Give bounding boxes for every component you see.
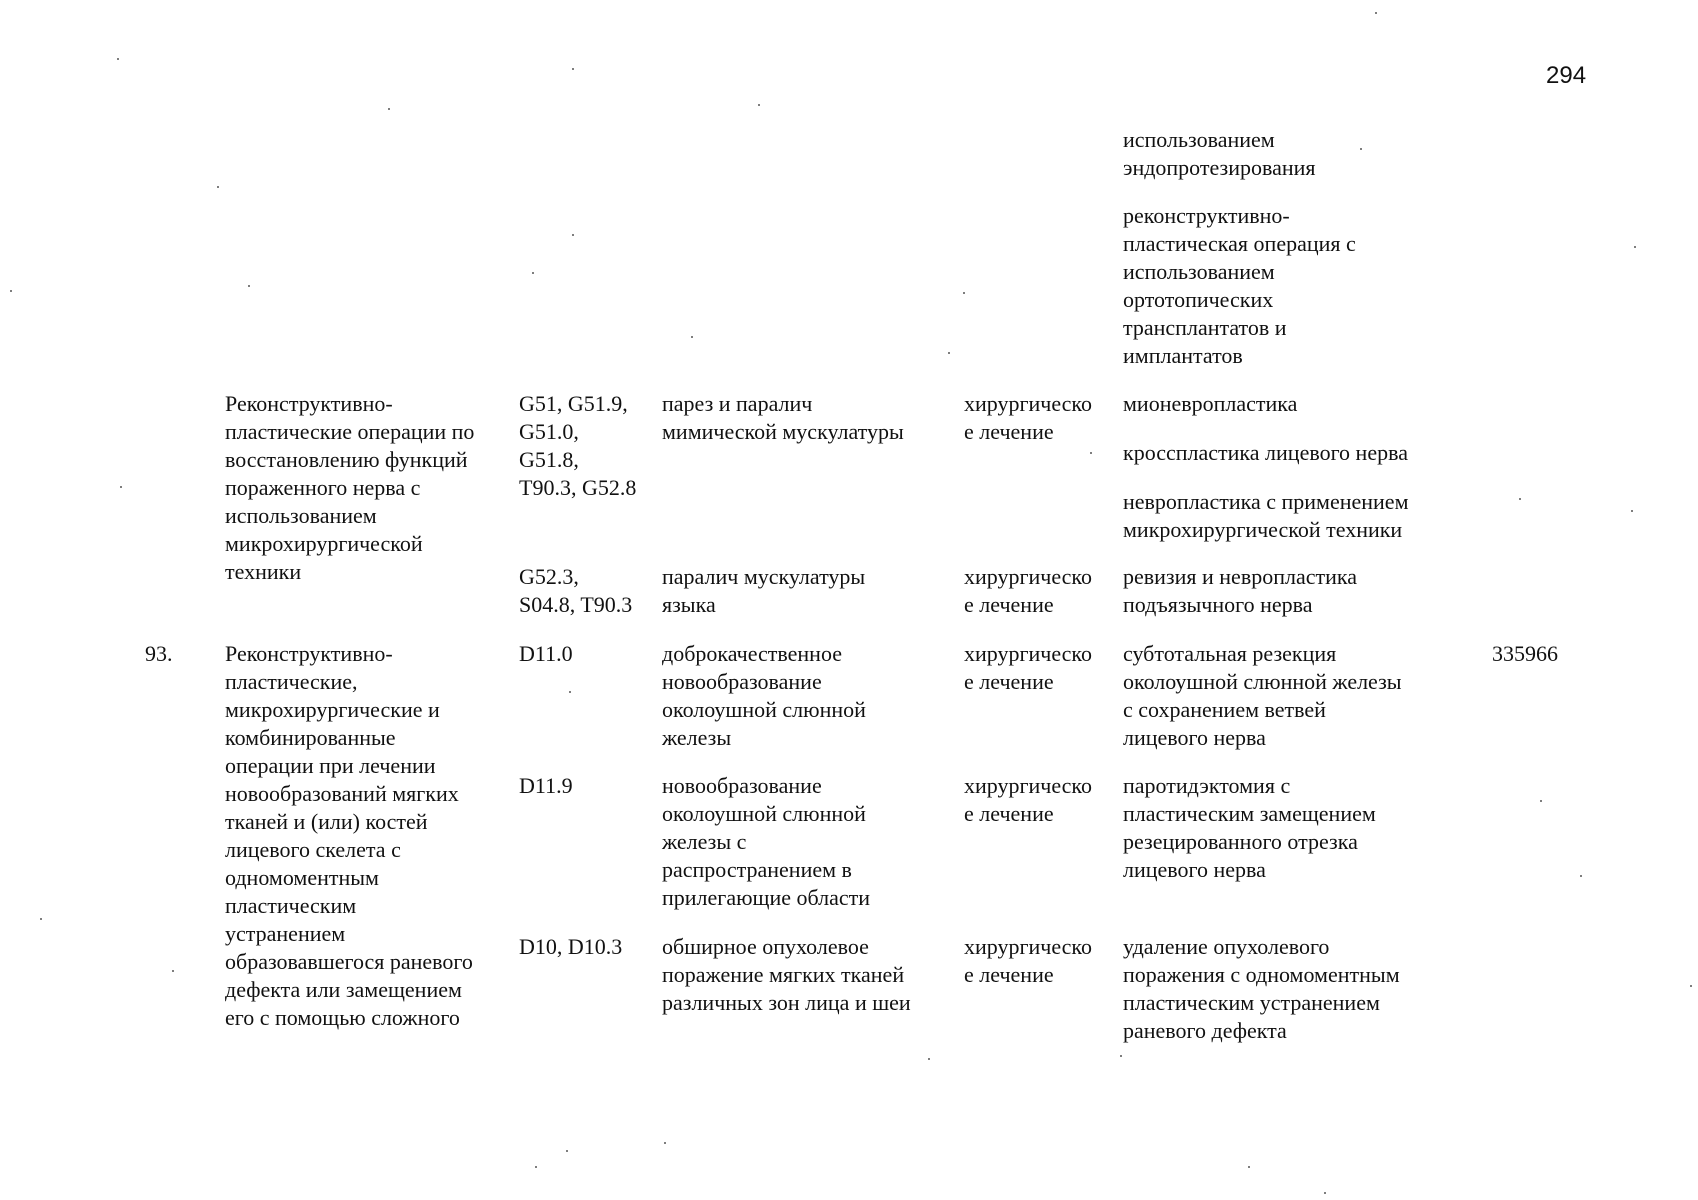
treatment-cell: хирургическо е лечение [964,564,1092,617]
diagnosis-cell: доброкачественное новообразование околоушной слюнной железы [662,641,866,750]
diagnosis-cell: парез и паралич мимической мускулатуры [662,391,904,444]
method-cell: субтотальная резекция околоушной слюнной железы с сохранением ветвей лицевого нерва [1123,641,1402,750]
page-number: 294 [1546,62,1587,89]
icd-codes-cell: D11.9 [519,773,573,798]
icd-codes-cell: D11.0 [519,641,573,666]
method-cell: использованием эндопротезирования [1123,127,1316,180]
method-cell: мионевропластика [1123,391,1298,416]
icd-codes-cell: G51, G51.9, G51.0, G51.8, T90.3, G52.8 [519,391,637,500]
operation-title: Реконструктивно- пластические операции по восстановлению функций пораженного нерва с использованием микрохирургической техники [225,391,475,584]
diagnosis-cell: новообразование околоушной слюнной железы с распространением в прилегающие области [662,773,871,910]
diagnosis-cell: обширное опухолевое поражение мягких тканей различных зон лица и шеи [662,934,911,1015]
operation-title: Реконструктивно- пластические, микрохирургические и комбинированные операции при лечении новообразований мягких тканей и (или) костей лицевого скелета с одномоментным пластическим устранением образовавшегося раневого дефекта или замещением его с помощью сложного [225,641,473,1030]
treatment-cell: хирургическо е лечение [964,934,1092,987]
treatment-cell: хирургическо е лечение [964,391,1092,444]
method-cell: невропластика с применением микрохирургической техники [1123,489,1409,542]
diagnosis-cell: паралич мускулатуры языка [662,564,866,617]
method-cell: паротидэктомия с пластическим замещением резецированного отрезка лицевого нерва [1123,773,1376,882]
method-cell: удаление опухолевого поражения с одномоментным пластическим устранением раневого дефекта [1123,934,1400,1043]
method-cell: кросспластика лицевого нерва [1123,440,1408,465]
treatment-cell: хирургическо е лечение [964,641,1092,694]
icd-codes-cell: D10, D10.3 [519,934,623,959]
cost-cell: 335966 [1492,641,1558,666]
row-number: 93. [145,641,173,666]
treatment-cell: хирургическо е лечение [964,773,1092,826]
icd-codes-cell: G52.3, S04.8, T90.3 [519,564,633,617]
method-cell: реконструктивно- пластическая операция с использованием ортотопических трансплантатов и имплантатов [1123,203,1356,368]
method-cell: ревизия и невропластика подъязычного нерва [1123,564,1357,617]
